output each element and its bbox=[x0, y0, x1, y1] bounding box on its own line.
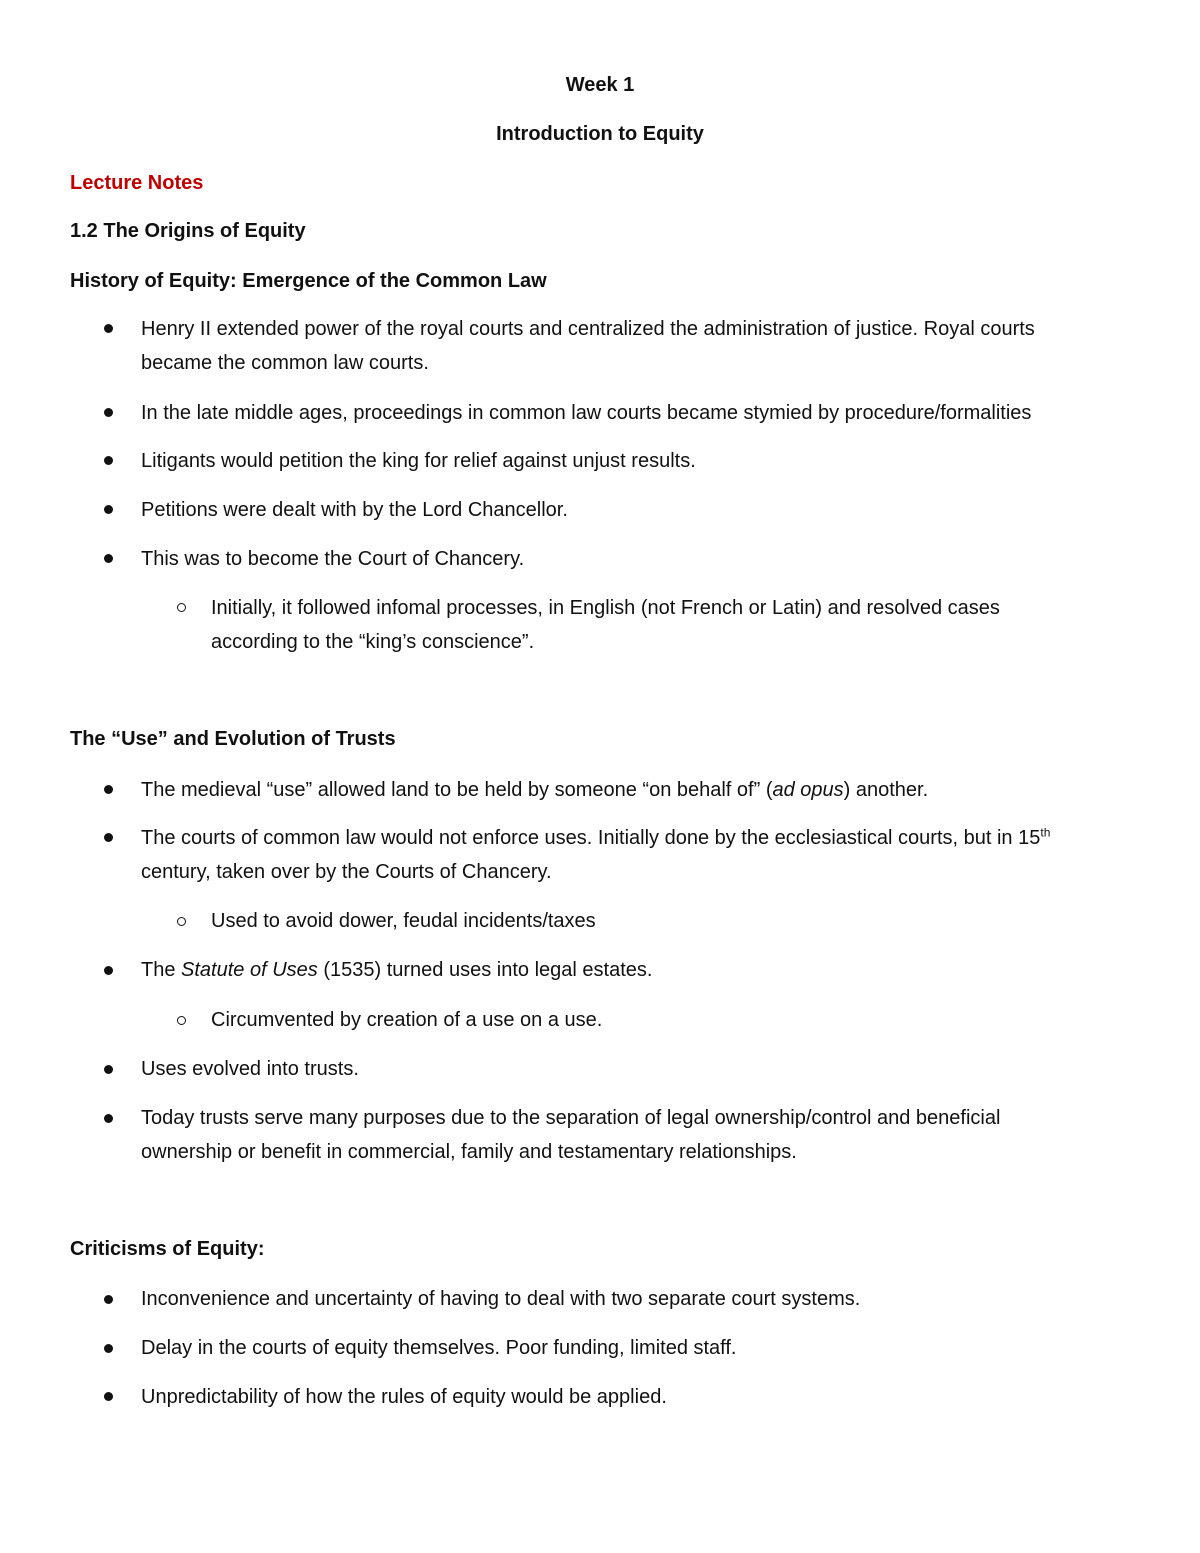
trusts-sub-bullet-2: Circumvented by creation of a use on a use. bbox=[211, 1009, 603, 1031]
trusts-bullet-1-text: The medieval “use” allowed land to be held by someone “on behalf of” ( bbox=[141, 779, 773, 801]
history-bullet-1-line-1: Henry II extended power of the royal courts and centralized the administration of justice. Royal courts bbox=[141, 318, 1035, 340]
ad-opus-italic: ad opus bbox=[772, 779, 844, 801]
trusts-bullet-4: Uses evolved into trusts. bbox=[141, 1058, 359, 1080]
bullet-icon bbox=[104, 456, 113, 465]
history-sub-bullet-1-line-2: according to the “king’s conscience”. bbox=[211, 631, 535, 653]
lecture-notes-label: Lecture Notes bbox=[70, 172, 204, 194]
sub-bullet-icon bbox=[177, 1016, 186, 1025]
criticisms-bullet-2: Delay in the courts of equity themselves. Poor funding, limited staff. bbox=[141, 1337, 737, 1359]
trusts-bullet-3 bbox=[141, 953, 652, 988]
week-title: Week 1 bbox=[565, 74, 635, 96]
trusts-sub-bullet-1: Used to avoid dower, feudal incidents/taxes bbox=[211, 910, 596, 932]
history-heading: History of Equity: Emergence of the Common Law bbox=[70, 270, 547, 292]
history-bullet-4: Petitions were dealt with by the Lord Chancellor. bbox=[141, 499, 568, 521]
bullet-icon bbox=[104, 1344, 113, 1353]
trusts-bullet-3-tail: (1535) turned uses into legal estates. bbox=[317, 959, 653, 981]
bullet-icon bbox=[104, 1392, 113, 1401]
trusts-heading: The “Use” and Evolution of Trusts bbox=[70, 728, 396, 750]
trusts-bullet-1 bbox=[141, 773, 928, 808]
superscript-th: th bbox=[1040, 825, 1051, 840]
bullet-icon bbox=[104, 833, 113, 842]
trusts-bullet-2-text: The courts of common law would not enforce uses. Initially done by the ecclesiastical courts, but in 15 bbox=[141, 827, 1041, 849]
history-bullet-1-line-2: became the common law courts. bbox=[141, 352, 429, 374]
history-bullet-5: This was to become the Court of Chancery. bbox=[141, 548, 525, 570]
bullet-icon bbox=[104, 324, 113, 333]
bullet-icon bbox=[104, 1114, 113, 1123]
history-bullet-3: Litigants would petition the king for relief against unjust results. bbox=[141, 450, 696, 472]
sub-bullet-icon bbox=[177, 917, 186, 926]
criticisms-bullet-1: Inconvenience and uncertainty of having to deal with two separate court systems. bbox=[141, 1288, 861, 1310]
history-sub-bullet-1-line-1: Initially, it followed infomal processes, in English (not French or Latin) and resolved cases bbox=[211, 597, 1000, 619]
bullet-icon bbox=[104, 505, 113, 514]
bullet-icon bbox=[104, 785, 113, 794]
trusts-bullet-2-line-1 bbox=[141, 821, 1050, 856]
sub-bullet-icon bbox=[177, 603, 186, 612]
section-heading: 1.2 The Origins of Equity bbox=[70, 220, 306, 242]
criticisms-heading: Criticisms of Equity: bbox=[70, 1238, 265, 1260]
bullet-icon bbox=[104, 554, 113, 563]
bullet-icon bbox=[104, 408, 113, 417]
bullet-icon bbox=[104, 966, 113, 975]
trusts-bullet-5-line-2: ownership or benefit in commercial, family and testamentary relationships. bbox=[141, 1141, 797, 1163]
history-bullet-2: In the late middle ages, proceedings in common law courts became stymied by procedure/formalities bbox=[141, 402, 1032, 424]
bullet-icon bbox=[104, 1065, 113, 1074]
criticisms-bullet-3: Unpredictability of how the rules of equity would be applied. bbox=[141, 1386, 667, 1408]
bullet-icon bbox=[104, 1295, 113, 1304]
trusts-bullet-5-line-1: Today trusts serve many purposes due to the separation of legal ownership/control and beneficial bbox=[141, 1107, 1001, 1129]
trusts-bullet-2-line-2: century, taken over by the Courts of Chancery. bbox=[141, 861, 552, 883]
trusts-bullet-3-text: The bbox=[141, 959, 182, 981]
document-title: Introduction to Equity bbox=[496, 123, 704, 145]
trusts-bullet-1-tail: ) another. bbox=[843, 779, 929, 801]
statute-of-uses-italic: Statute of Uses bbox=[181, 959, 318, 981]
